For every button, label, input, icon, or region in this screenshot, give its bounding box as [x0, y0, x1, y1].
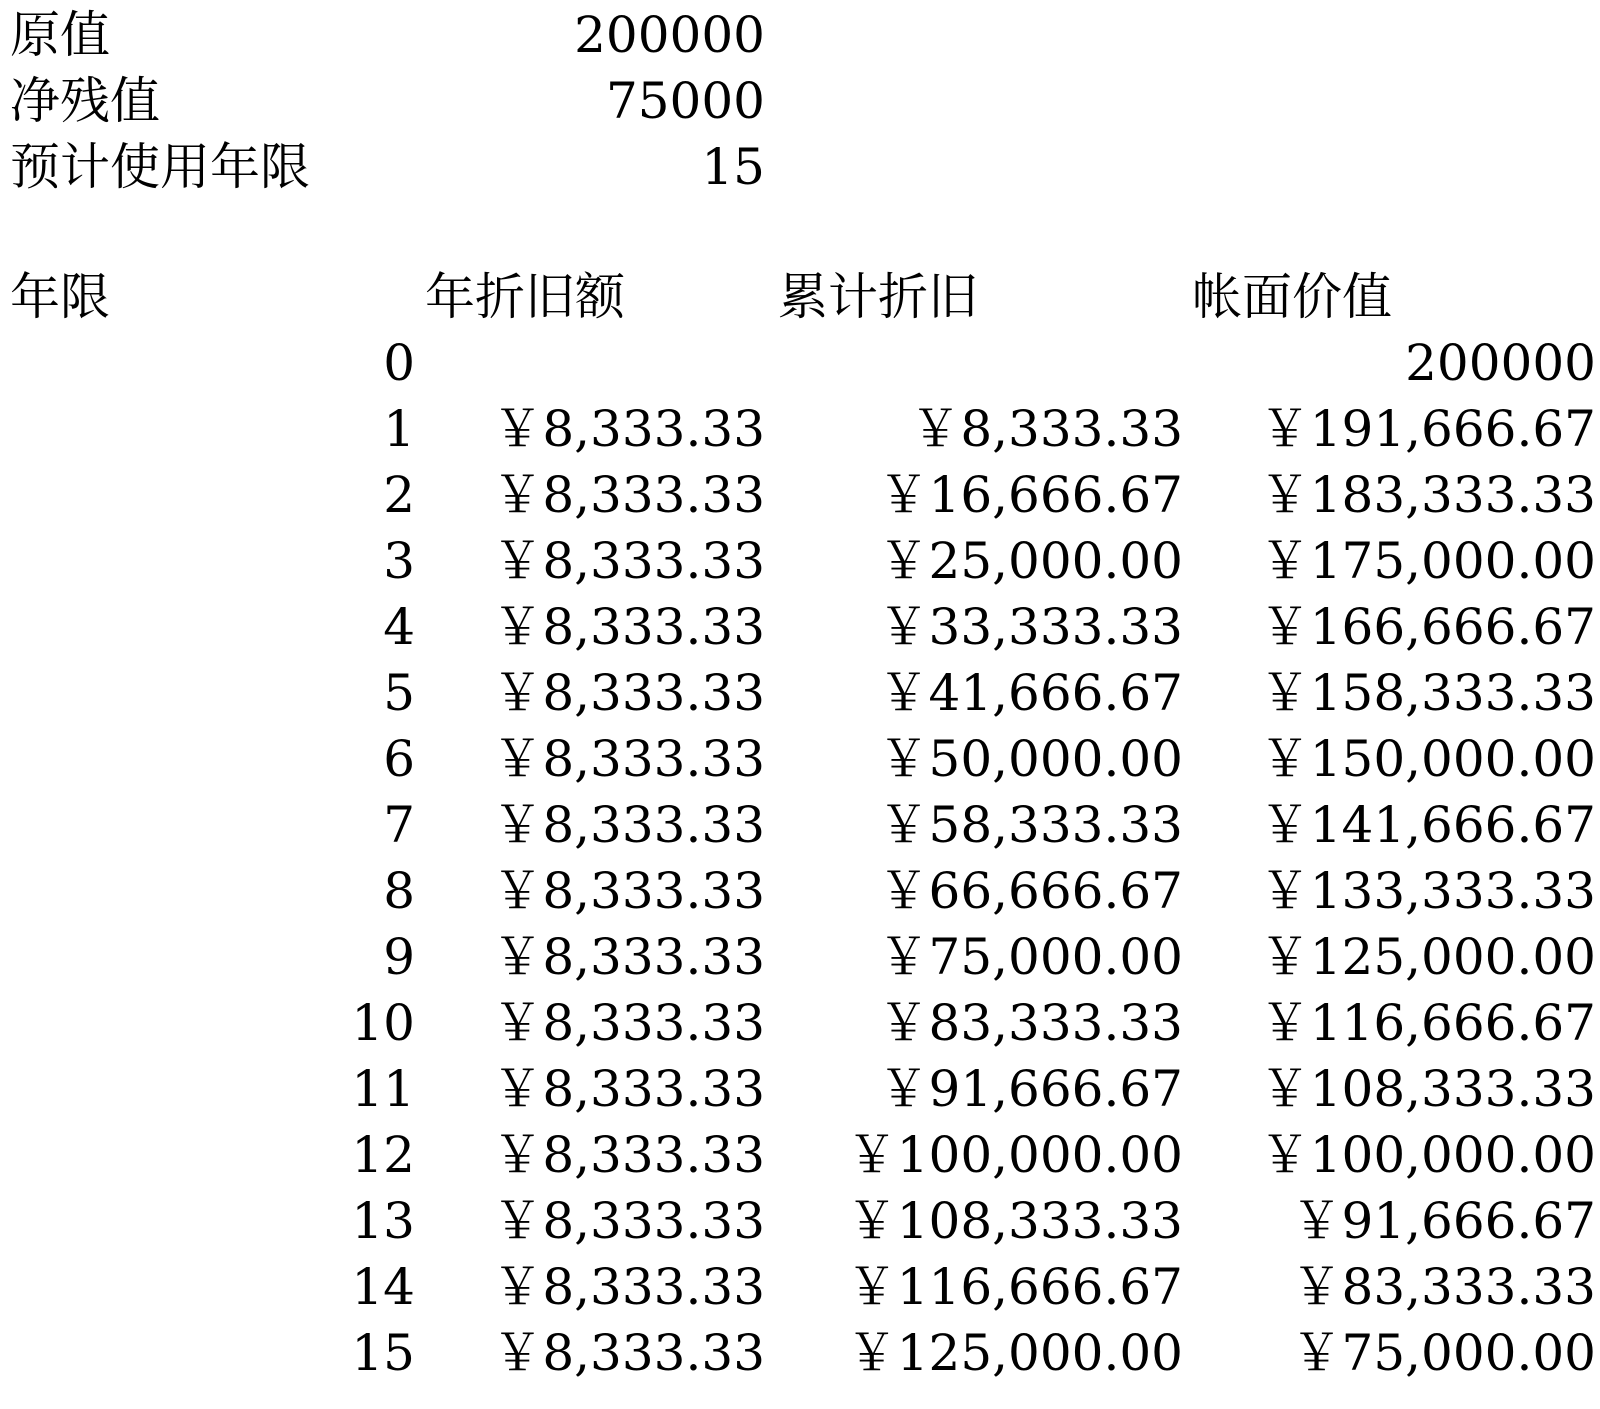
book-value-cell[interactable]: ￥91,666.67 — [1291, 1192, 1596, 1250]
header-book-value[interactable]: 帐面价值 — [1192, 268, 1392, 326]
year-cell[interactable]: 5 — [383, 664, 415, 722]
table-row — [0, 1254, 1600, 1320]
table-row — [0, 660, 1600, 726]
accumulated-depreciation-cell[interactable]: ￥58,333.33 — [878, 796, 1183, 854]
param-value[interactable]: 15 — [701, 138, 765, 196]
header-annual-depreciation[interactable]: 年折旧额 — [425, 268, 625, 326]
table-row — [0, 726, 1600, 792]
book-value-cell[interactable]: ￥175,000.00 — [1259, 532, 1596, 590]
year-cell[interactable]: 6 — [383, 730, 415, 788]
accumulated-depreciation-cell[interactable]: ￥8,333.33 — [910, 400, 1183, 458]
year-cell[interactable]: 10 — [351, 994, 415, 1052]
table-row — [0, 1122, 1600, 1188]
annual-depreciation-cell[interactable]: ￥8,333.33 — [492, 532, 765, 590]
year-cell[interactable]: 12 — [351, 1126, 415, 1184]
accumulated-depreciation-cell[interactable]: ￥125,000.00 — [846, 1324, 1183, 1382]
table-row — [0, 1188, 1600, 1254]
accumulated-depreciation-cell[interactable]: ￥83,333.33 — [878, 994, 1183, 1052]
annual-depreciation-cell[interactable] — [415, 330, 765, 396]
param-value[interactable]: 200000 — [574, 6, 765, 64]
param-label[interactable]: 净残值 — [10, 72, 160, 130]
book-value-cell[interactable]: ￥125,000.00 — [1259, 928, 1596, 986]
annual-depreciation-cell[interactable]: ￥8,333.33 — [492, 1324, 765, 1382]
year-cell[interactable]: 1 — [383, 400, 415, 458]
year-cell[interactable]: 8 — [383, 862, 415, 920]
book-value-cell[interactable]: ￥191,666.67 — [1259, 400, 1596, 458]
param-label[interactable]: 预计使用年限 — [10, 138, 310, 196]
book-value-cell[interactable]: ￥116,666.67 — [1259, 994, 1596, 1052]
annual-depreciation-cell[interactable]: ￥8,333.33 — [492, 1060, 765, 1118]
table-row — [0, 1056, 1600, 1122]
annual-depreciation-cell[interactable]: ￥8,333.33 — [492, 400, 765, 458]
accumulated-depreciation-cell[interactable]: ￥91,666.67 — [878, 1060, 1183, 1118]
book-value-cell[interactable]: ￥141,666.67 — [1259, 796, 1596, 854]
book-value-cell[interactable]: ￥158,333.33 — [1259, 664, 1596, 722]
year-cell[interactable]: 0 — [383, 334, 415, 392]
accumulated-depreciation-cell[interactable]: ￥50,000.00 — [878, 730, 1183, 788]
accumulated-depreciation-cell[interactable]: ￥41,666.67 — [878, 664, 1183, 722]
annual-depreciation-cell[interactable]: ￥8,333.33 — [492, 1192, 765, 1250]
table-row — [0, 462, 1600, 528]
year-cell[interactable]: 4 — [383, 598, 415, 656]
table-header-row — [0, 264, 1600, 330]
param-row-salvage-value — [0, 68, 1600, 134]
accumulated-depreciation-cell[interactable]: ￥66,666.67 — [878, 862, 1183, 920]
table-row — [0, 594, 1600, 660]
table-row — [0, 990, 1600, 1056]
param-row-useful-life — [0, 134, 1600, 200]
year-cell[interactable]: 3 — [383, 532, 415, 590]
table-row — [0, 330, 1600, 396]
year-cell[interactable]: 15 — [351, 1324, 415, 1382]
year-cell[interactable]: 11 — [351, 1060, 415, 1118]
year-cell[interactable]: 9 — [383, 928, 415, 986]
year-cell[interactable]: 13 — [351, 1192, 415, 1250]
table-row — [0, 396, 1600, 462]
book-value-cell[interactable]: ￥183,333.33 — [1259, 466, 1596, 524]
accumulated-depreciation-cell[interactable]: ￥33,333.33 — [878, 598, 1183, 656]
table-row — [0, 1320, 1600, 1386]
annual-depreciation-cell[interactable]: ￥8,333.33 — [492, 796, 765, 854]
book-value-cell[interactable]: ￥133,333.33 — [1259, 862, 1596, 920]
param-row-original-value — [0, 2, 1600, 68]
accumulated-depreciation-cell[interactable]: ￥108,333.33 — [846, 1192, 1183, 1250]
book-value-cell[interactable]: ￥108,333.33 — [1259, 1060, 1596, 1118]
header-accumulated-depreciation[interactable]: 累计折旧 — [778, 268, 978, 326]
year-cell[interactable]: 2 — [383, 466, 415, 524]
param-value[interactable]: 75000 — [605, 72, 765, 130]
table-row — [0, 528, 1600, 594]
annual-depreciation-cell[interactable]: ￥8,333.33 — [492, 466, 765, 524]
param-label[interactable]: 原值 — [10, 6, 110, 64]
year-cell[interactable]: 7 — [383, 796, 415, 854]
annual-depreciation-cell[interactable]: ￥8,333.33 — [492, 598, 765, 656]
annual-depreciation-cell[interactable]: ￥8,333.33 — [492, 994, 765, 1052]
book-value-cell[interactable]: ￥150,000.00 — [1259, 730, 1596, 788]
accumulated-depreciation-cell[interactable]: ￥75,000.00 — [878, 928, 1183, 986]
annual-depreciation-cell[interactable]: ￥8,333.33 — [492, 862, 765, 920]
year-cell[interactable]: 14 — [351, 1258, 415, 1316]
table-row — [0, 792, 1600, 858]
book-value-cell[interactable]: ￥75,000.00 — [1291, 1324, 1596, 1382]
accumulated-depreciation-cell[interactable]: ￥100,000.00 — [846, 1126, 1183, 1184]
book-value-cell[interactable]: ￥83,333.33 — [1291, 1258, 1596, 1316]
book-value-cell[interactable]: 200000 — [1405, 334, 1596, 392]
book-value-cell[interactable]: ￥100,000.00 — [1259, 1126, 1596, 1184]
accumulated-depreciation-cell[interactable]: ￥116,666.67 — [846, 1258, 1183, 1316]
annual-depreciation-cell[interactable]: ￥8,333.33 — [492, 1126, 765, 1184]
annual-depreciation-cell[interactable]: ￥8,333.33 — [492, 730, 765, 788]
accumulated-depreciation-cell[interactable]: ￥25,000.00 — [878, 532, 1183, 590]
annual-depreciation-cell[interactable]: ￥8,333.33 — [492, 1258, 765, 1316]
accumulated-depreciation-cell[interactable]: ￥16,666.67 — [878, 466, 1183, 524]
annual-depreciation-cell[interactable]: ￥8,333.33 — [492, 664, 765, 722]
accumulated-depreciation-cell[interactable] — [765, 330, 1183, 396]
book-value-cell[interactable]: ￥166,666.67 — [1259, 598, 1596, 656]
table-row — [0, 924, 1600, 990]
table-row — [0, 858, 1600, 924]
annual-depreciation-cell[interactable]: ￥8,333.33 — [492, 928, 765, 986]
header-year[interactable]: 年限 — [10, 268, 110, 326]
